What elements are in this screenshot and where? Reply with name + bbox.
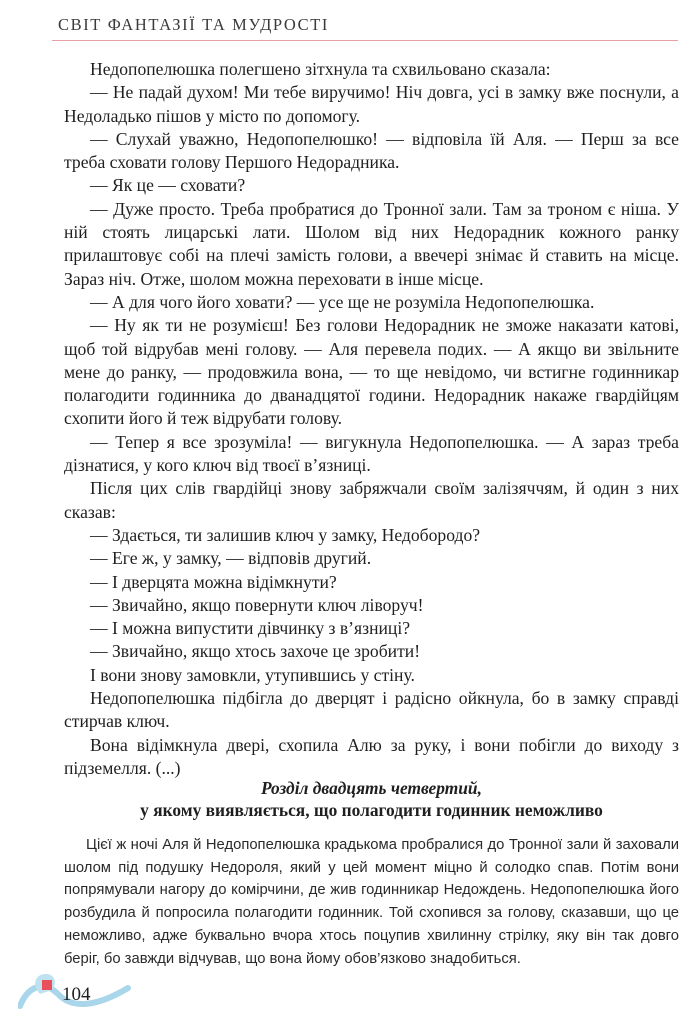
header-rule [52,40,678,41]
paragraph: — Еге ж, у замку, — відповів другий. [90,548,372,569]
paragraph: Після цих слів гвардійці знову забряжчали своїм залізяччям, й один з них сказав: [64,478,679,522]
paragraph: — Ну як ти не розумієш! Без голови Недорадник не зможе наказати катові, щоб той відрубав мені голову. — Аля перевела подих. — А якщо ви звільните мене до ранку, — продовжила вона, — то ще невідомо, чи встигне годинникар полагодити годинника до дванадцятої години. Недорадник накаже гвардійцям схопити його й теж відрубати голову. [64,315,679,429]
chapter-title: Розділ двадцять четвертий, [261,778,482,798]
page-number: 104 [62,984,91,1005]
paragraph: Недопопелюшка підбігла до дверцят і радісно ойкнула, бо в замку справді стирчав ключ. [64,688,679,732]
paragraph: — І дверцята можна відімкнути? [90,571,337,592]
page-header [52,12,672,42]
paragraph: — І можна випустити дівчинку з в’язниці? [90,618,411,639]
paragraph: — Звичайно, якщо хтось захоче це зробити! [90,641,421,662]
paragraph: Вона відімкнула двері, схопила Алю за руку, і вони побігли до виходу з підземелля. (...) [64,734,679,778]
story-text [64,58,679,780]
paragraph: — А для чого його ховати? — усе ще не розуміла Недопопелюшка. [90,291,595,312]
paragraph: — Не падай духом! Ми тебе виручимо! Ніч довга, усі в замку вже поснули, а Недоладько пішов у місто по допомогу. [64,82,679,126]
page-marker-square [42,980,52,990]
paragraph: — Слухай уважно, Недопопелюшко! — відповіла їй Аля. — Перш за все треба сховати голову Першого Недорадника. [64,128,679,173]
chapter-subtitle: у якому виявляється, що полагодити годинник неможливо [140,800,603,820]
paragraph: — Звичайно, якщо повернути ключ ліворуч! [90,594,424,615]
paragraph: — Дуже просто. Треба пробратися до Тронної зали. Там за троном є ніша. У ній стоять лицарські лати. Шолом від них Недорадник кожного ранку прилаштовує собі на плечі замість голови, а ввечері знімає й ставить на місце. Зараз ніч. Отже, шолом можна переховати в інше місце. [64,198,679,289]
paragraph: — Тепер я все зрозуміла! — вигукнула Недопопелюшка. — А зараз треба дізнатися, у кого ключ від твоєї в’язниці. [64,431,679,476]
running-header-title: СВІТ ФАНТАЗІЇ ТА МУДРОСТІ [58,15,329,34]
paragraph: Недопопелюшка полегшено зітхнула та схвильовано сказала: [90,59,551,79]
paragraph: — Як це — сховати? [90,175,246,196]
chapter-summary [64,834,679,970]
paragraph: І вони знову замовкли, утупившись у стіну. [90,664,415,685]
paragraph: — Здається, ти залишив ключ у замку, Недобородо? [90,524,481,545]
chapter-heading [64,777,679,821]
summary-paragraph: Цієї ж ночі Аля й Недопопелюшка крадькома пробралися до Тронної зали й заховали шолом під подушку Недороля, який у цей момент міцно й солодко спав. Потім вони попрямували нагору до комірчини, де жив годинникар Недождень. Недопопелюшка його розбудила й попросила полагодити годинник. Той схопився за голову, сказавши, що це неможливо, адже буквально вчора хтось поцупив хвилинну стрілку, яку він так довго беріг, бо завжди відчував, що вона йому обов’язково знадобиться. [64,837,679,967]
